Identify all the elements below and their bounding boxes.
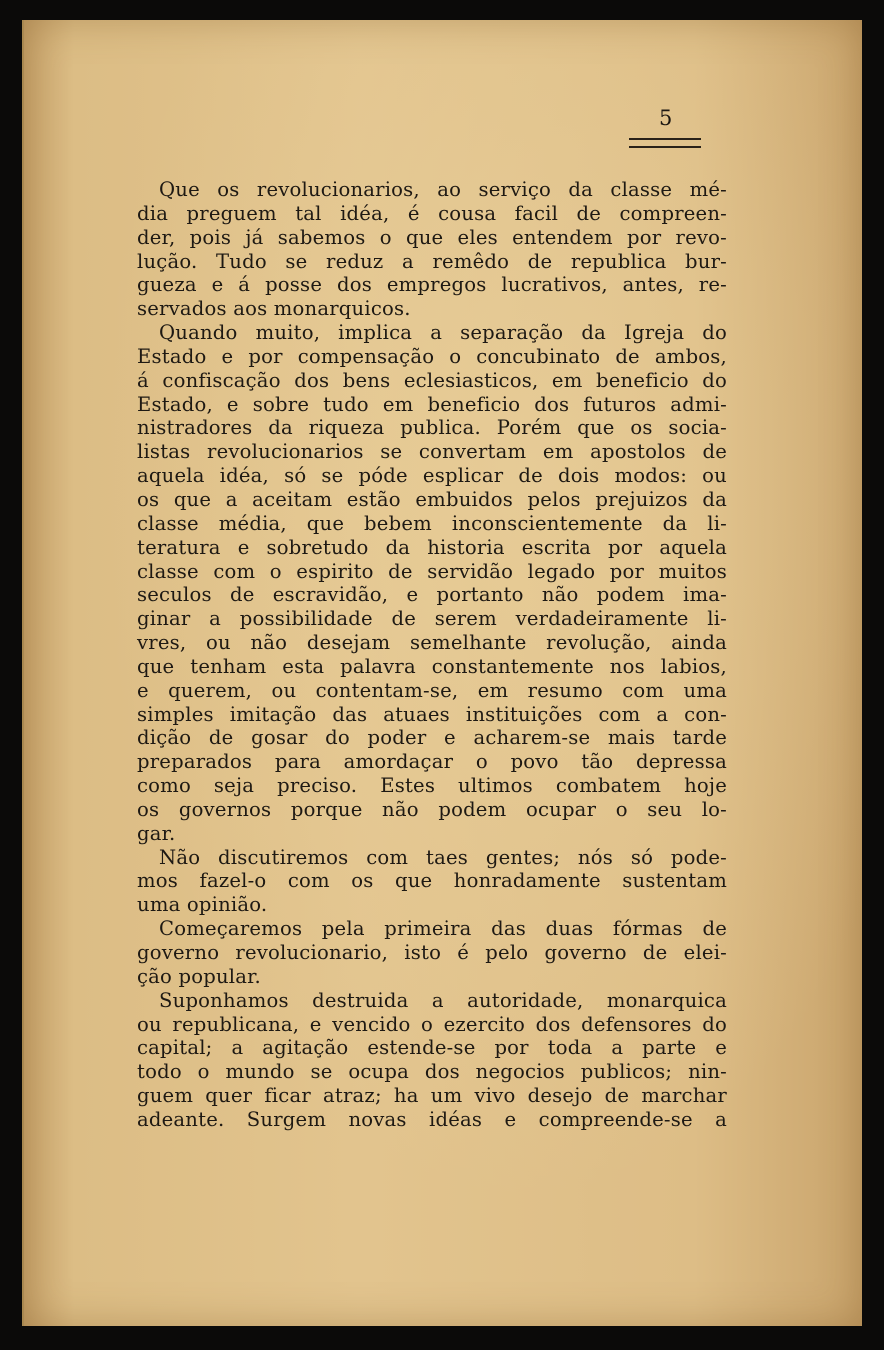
text-line: uma opinião. — [137, 893, 268, 917]
text-line: dição de gosar do poder e acharem-se mais tarde — [137, 726, 727, 750]
text-line: governo revolucionario, isto é pelo governo de elei- — [137, 941, 727, 964]
text-line: vres, ou não desejam semelhante revolução, ainda — [137, 631, 727, 655]
text-line: Que os revolucionarios, ao serviço da classe mé- — [159, 178, 727, 201]
text-line: á confiscação dos bens eclesiasticos, em beneficio do — [137, 368, 727, 392]
text-line: adeante. Surgem novas idéas e compreende-se a — [137, 1107, 727, 1131]
text-line: lução. Tudo se reduz a remêdo de republica bur- — [137, 249, 727, 273]
text-line: simples imitação das atuaes instituições com a con- — [137, 702, 727, 726]
text-line: classe com o espirito de servidão legado por muitos — [137, 559, 727, 583]
book-page — [22, 20, 862, 1326]
text-line: Não discutiremos com taes gentes; nós só pode- — [159, 845, 727, 869]
text-line: ou republicana, e vencido o ezercito dos defensores do — [137, 1012, 727, 1036]
text-line: classe média, que bebem inconscientemente da li- — [137, 511, 727, 535]
text-line: como seja preciso. Estes ultimos combatem hoje — [137, 774, 727, 798]
text-line: os que a aceitam estão embuidos pelos prejuizos da — [137, 487, 727, 511]
text-line: gueza e á posse dos empregos lucrativos, antes, re- — [137, 273, 727, 297]
text-line: Estado e por compensação o concubinato de ambos, — [137, 344, 727, 368]
text-line: capital; a agitação estende-se por toda a parte e — [137, 1036, 727, 1060]
text-line: os governos porque não podem ocupar o seu lo- — [137, 797, 727, 821]
text-line: Suponhamos destruida a autoridade, monarquica — [159, 988, 727, 1012]
text-line: aquela idéa, só se póde esplicar de dois modos: ou — [137, 464, 727, 488]
body-text — [137, 178, 727, 1132]
text-line: der, pois já sabemos o que eles entendem por revo- — [137, 225, 727, 249]
text-line: guem quer ficar atraz; ha um vivo desejo de marchar — [137, 1084, 727, 1108]
text-line: teratura e sobretudo da historia escrita por aquela — [137, 535, 727, 559]
text-line: ginar a possibilidade de serem verdadeiramente li- — [137, 607, 727, 631]
text-line: Quando muito, implica a separação da Igreja do — [159, 321, 727, 345]
text-line: listas revolucionarios se convertam em apostolos de — [137, 440, 727, 464]
text-line: Começaremos pela primeira das duas fórmas de — [159, 917, 727, 941]
text-line: mos fazel-o com os que honradamente sustentam — [137, 869, 727, 893]
text-line: e querem, ou contentam-se, em resumo com uma — [137, 678, 727, 702]
text-line: gar. — [137, 821, 176, 845]
text-line: preparados para amordaçar o povo tão depressa — [137, 750, 727, 774]
text-line: todo o mundo se ocupa dos negocios publicos; nin- — [137, 1060, 727, 1084]
text-line: dia preguem tal idéa, é cousa facil de compreen- — [137, 201, 727, 225]
text-line: nistradores da riqueza publica. Porém que os socia- — [137, 416, 727, 440]
text-line: ção popular. — [137, 964, 261, 988]
page-number-rule — [629, 138, 701, 148]
text-line: seculos de escravidão, e portanto não podem ima- — [137, 583, 727, 607]
text-line: Estado, e sobre tudo em beneficio dos futuros admi- — [137, 392, 727, 416]
page-number: 5 — [659, 106, 673, 130]
text-line: que tenham esta palavra constantemente nos labios, — [137, 654, 727, 678]
text-line: servados aos monarquicos. — [137, 297, 411, 321]
